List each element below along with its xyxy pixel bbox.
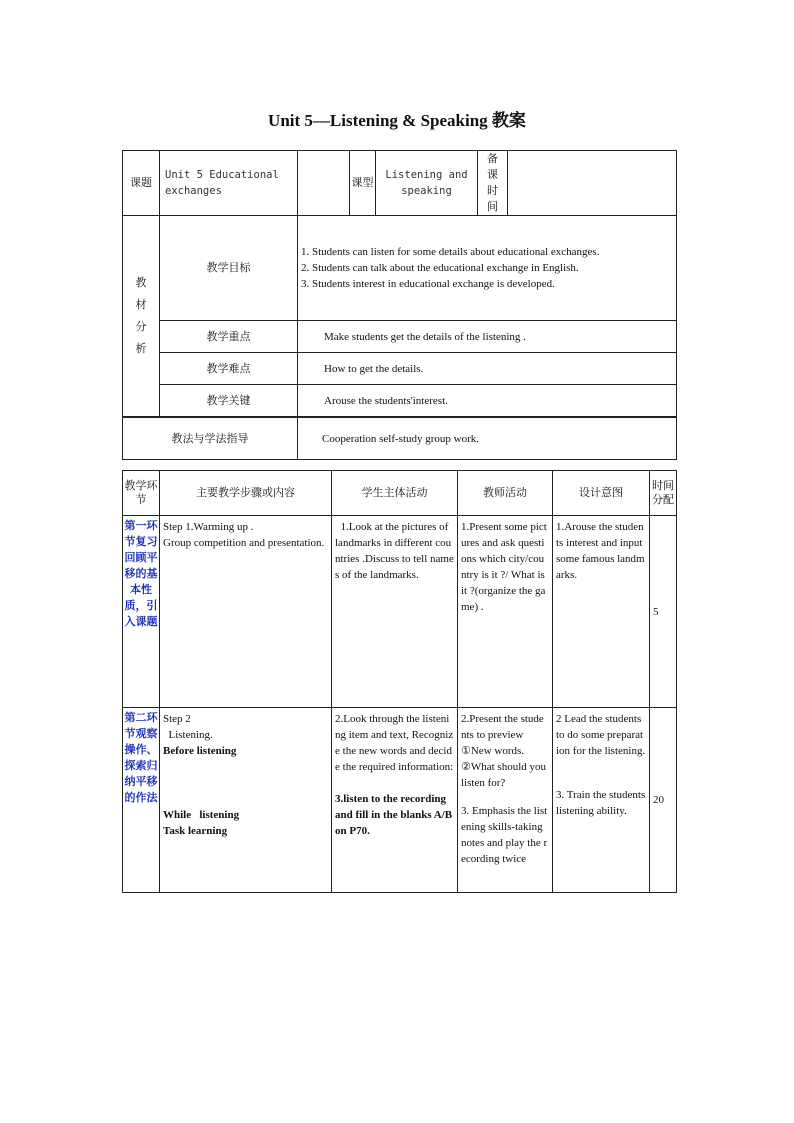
lesson-info-table <box>122 150 677 417</box>
header-time: 时间分配 <box>650 471 677 516</box>
table-row <box>123 708 677 893</box>
process-table <box>122 470 677 893</box>
teacher-activity-2: 2.Present the students to preview ①New words. ②What should you listen for? 3. Emphasis the listening skills-taking notes and play the recording twice <box>458 708 553 893</box>
type-label: 课型 <box>350 151 376 216</box>
goal-item: 1. Students can listen for some details about educational exchanges. <box>301 246 600 258</box>
goals-label: 教学目标 <box>160 216 298 321</box>
header-student: 学生主体活动 <box>332 471 458 516</box>
design-intent-2: 2 Lead the students to do some preparation for the listening. 3. Train the students listening ability. <box>553 708 650 893</box>
header-teacher: 教师活动 <box>458 471 553 516</box>
focus-label: 教学重点 <box>160 321 298 353</box>
goals-list <box>298 216 677 321</box>
time-2: 20 <box>650 708 677 893</box>
goal-item: 2. Students can talk about the educational exchange in English. <box>301 262 579 274</box>
stage-1: 第一环节复习回顾平移的基本性质，引入课题 <box>123 516 160 708</box>
analysis-label: 教 材 分 析 <box>123 216 160 417</box>
prep-time-value <box>508 151 677 216</box>
student-activity-2: 2.Look through the listening item and text, Recognize the new words and decide the required information: 3.listen to the recording and fill in the blanks A/B on P70. <box>332 708 458 893</box>
student-activity-1: 1.Look at the pictures of landmarks in different countries .Discuss to tell names of the landmarks. <box>332 516 458 708</box>
header-design: 设计意图 <box>553 471 650 516</box>
difficulty-label: 教学难点 <box>160 353 298 385</box>
goal-item: 3. Students interest in educational exchange is developed. <box>301 278 555 290</box>
design-intent-1: 1.Arouse the students interest and input some famous landmarks. <box>553 516 650 708</box>
methods-table <box>122 417 677 460</box>
topic-value: Unit 5 Educational exchanges <box>160 151 298 216</box>
type-value: Listening and speaking <box>376 151 478 216</box>
steps-1: Step 1.Warming up . Group competition and presentation. <box>160 516 332 708</box>
time-1: 5 <box>650 516 677 708</box>
header-steps: 主要教学步骤或内容 <box>160 471 332 516</box>
table-row <box>123 516 677 708</box>
methods-label: 教法与学法指导 <box>123 418 298 460</box>
key-label: 教学关键 <box>160 385 298 417</box>
header-stage: 教学环节 <box>123 471 160 516</box>
prep-time-label: 备 课 时 间 <box>478 151 508 216</box>
stage-2: 第二环节观察操作、探索归纳平移的作法 <box>123 708 160 893</box>
teacher-activity-1: 1.Present some pictures and ask questions which city/country is it ?/ What is it ?(organize the game) . <box>458 516 553 708</box>
difficulty-value: How to get the details. <box>298 353 677 385</box>
focus-value: Make students get the details of the listening . <box>298 321 677 353</box>
methods-value: Cooperation self-study group work. <box>298 418 677 460</box>
key-value: Arouse the students'interest. <box>298 385 677 417</box>
document-title: Unit 5—Listening & Speaking 教案 <box>268 111 526 130</box>
topic-label: 课题 <box>123 151 160 216</box>
steps-2: Step 2 Listening. Before listening While listening Task learning <box>160 708 332 893</box>
